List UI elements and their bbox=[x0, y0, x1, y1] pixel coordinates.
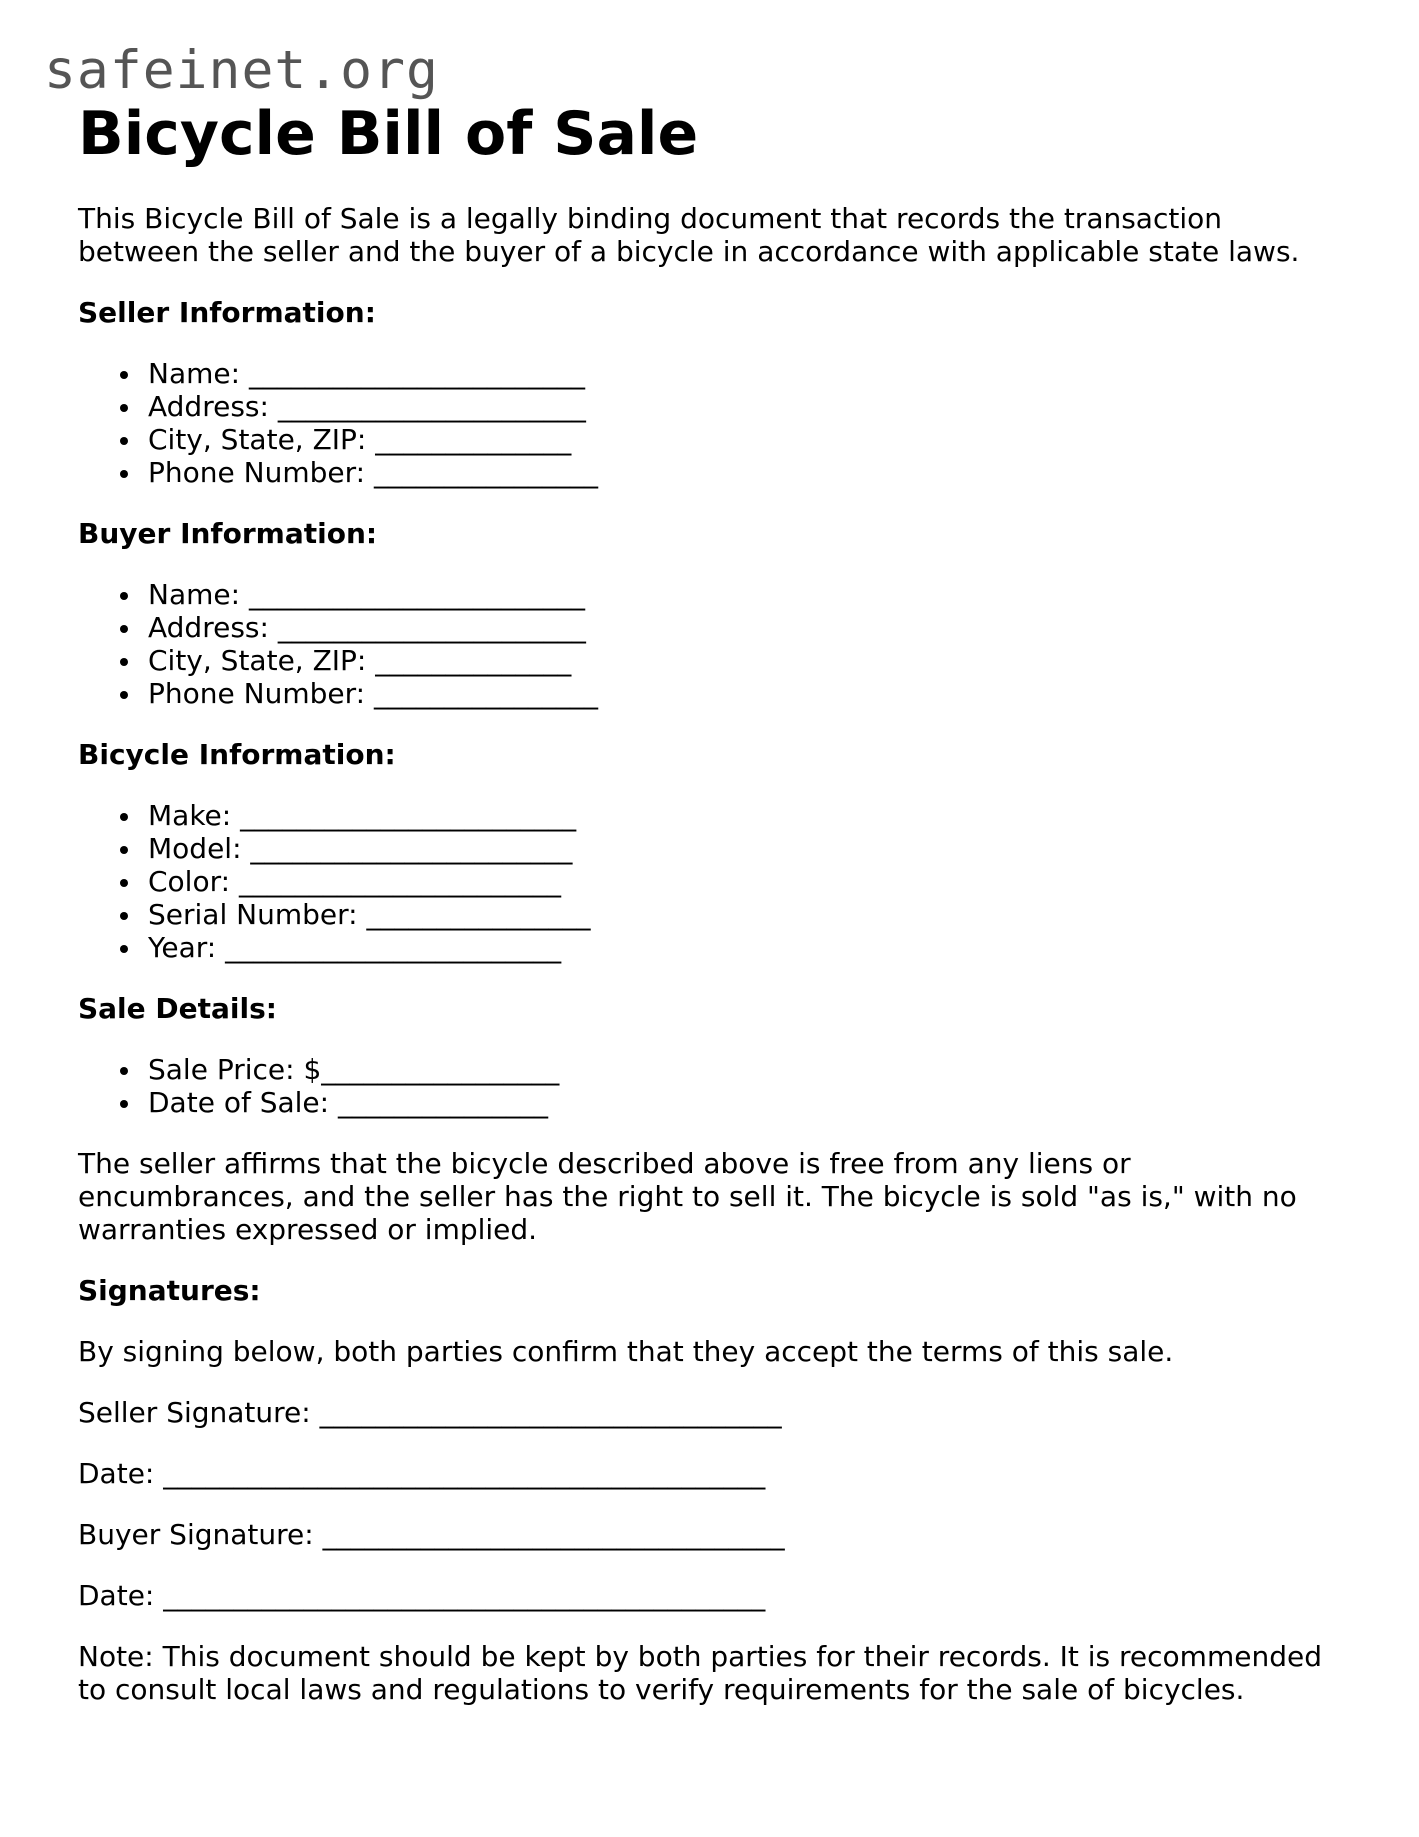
bicycle-make-field[interactable]: Make: ________________________ bbox=[148, 799, 1348, 832]
seller-city-state-zip-field[interactable]: City, State, ZIP: ______________ bbox=[148, 423, 1348, 456]
signatures-statement: By signing below, both parties confirm that they accept the terms of this sale. bbox=[78, 1335, 1174, 1368]
bicycle-model-field[interactable]: Model: _______________________ bbox=[148, 832, 1348, 865]
seller-field-list bbox=[78, 357, 1348, 489]
sale-price-field[interactable]: Sale Price: $_________________ bbox=[148, 1053, 1348, 1086]
seller-signature-field[interactable]: Seller Signature: _________________________________ bbox=[78, 1396, 782, 1429]
sale-date-field[interactable]: Date of Sale: _______________ bbox=[148, 1086, 1348, 1119]
buyer-field-list bbox=[78, 578, 1348, 710]
buyer-signature-field[interactable]: Buyer Signature: _________________________________ bbox=[78, 1518, 785, 1551]
seller-heading: Seller Information: bbox=[78, 296, 376, 329]
page-title: Bicycle Bill of Sale bbox=[78, 99, 699, 169]
intro-paragraph: This Bicycle Bill of Sale is a legally binding document that records the transaction between the seller and the buyer of a bicycle in accordance with applicable state laws. bbox=[78, 202, 1300, 268]
signatures-heading: Signatures: bbox=[78, 1274, 261, 1307]
document-page bbox=[78, 96, 1348, 1706]
bicycle-year-field[interactable]: Year: ________________________ bbox=[148, 931, 1348, 964]
buyer-heading: Buyer Information: bbox=[78, 517, 378, 550]
note-paragraph: Note: This document should be kept by both parties for their records. It is recommended to consult local laws and regulations to verify requirements for the sale of bicycles. bbox=[78, 1640, 1322, 1706]
sale-details-heading: Sale Details: bbox=[78, 992, 277, 1025]
seller-address-field[interactable]: Address: ______________________ bbox=[148, 390, 1348, 423]
affirmation-paragraph: The seller affirms that the bicycle described above is free from any liens or encumbrances, and the seller has the right to sell it. The bicycle is sold "as is," with no warranties expressed or implied. bbox=[78, 1147, 1297, 1246]
sale-field-list bbox=[78, 1053, 1348, 1119]
bicycle-serial-number-field[interactable]: Serial Number: ________________ bbox=[148, 898, 1348, 931]
seller-date-field[interactable]: Date: ___________________________________________ bbox=[78, 1457, 766, 1490]
seller-phone-field[interactable]: Phone Number: ________________ bbox=[148, 456, 1348, 489]
buyer-address-field[interactable]: Address: ______________________ bbox=[148, 611, 1348, 644]
buyer-date-field[interactable]: Date: ___________________________________________ bbox=[78, 1579, 766, 1612]
bicycle-heading: Bicycle Information: bbox=[78, 738, 396, 771]
bicycle-field-list bbox=[78, 799, 1348, 964]
buyer-phone-field[interactable]: Phone Number: ________________ bbox=[148, 677, 1348, 710]
watermark: safeinet.org bbox=[44, 40, 439, 101]
buyer-name-field[interactable]: Name: ________________________ bbox=[148, 578, 1348, 611]
bicycle-color-field[interactable]: Color: _______________________ bbox=[148, 865, 1348, 898]
seller-name-field[interactable]: Name: ________________________ bbox=[148, 357, 1348, 390]
buyer-city-state-zip-field[interactable]: City, State, ZIP: ______________ bbox=[148, 644, 1348, 677]
